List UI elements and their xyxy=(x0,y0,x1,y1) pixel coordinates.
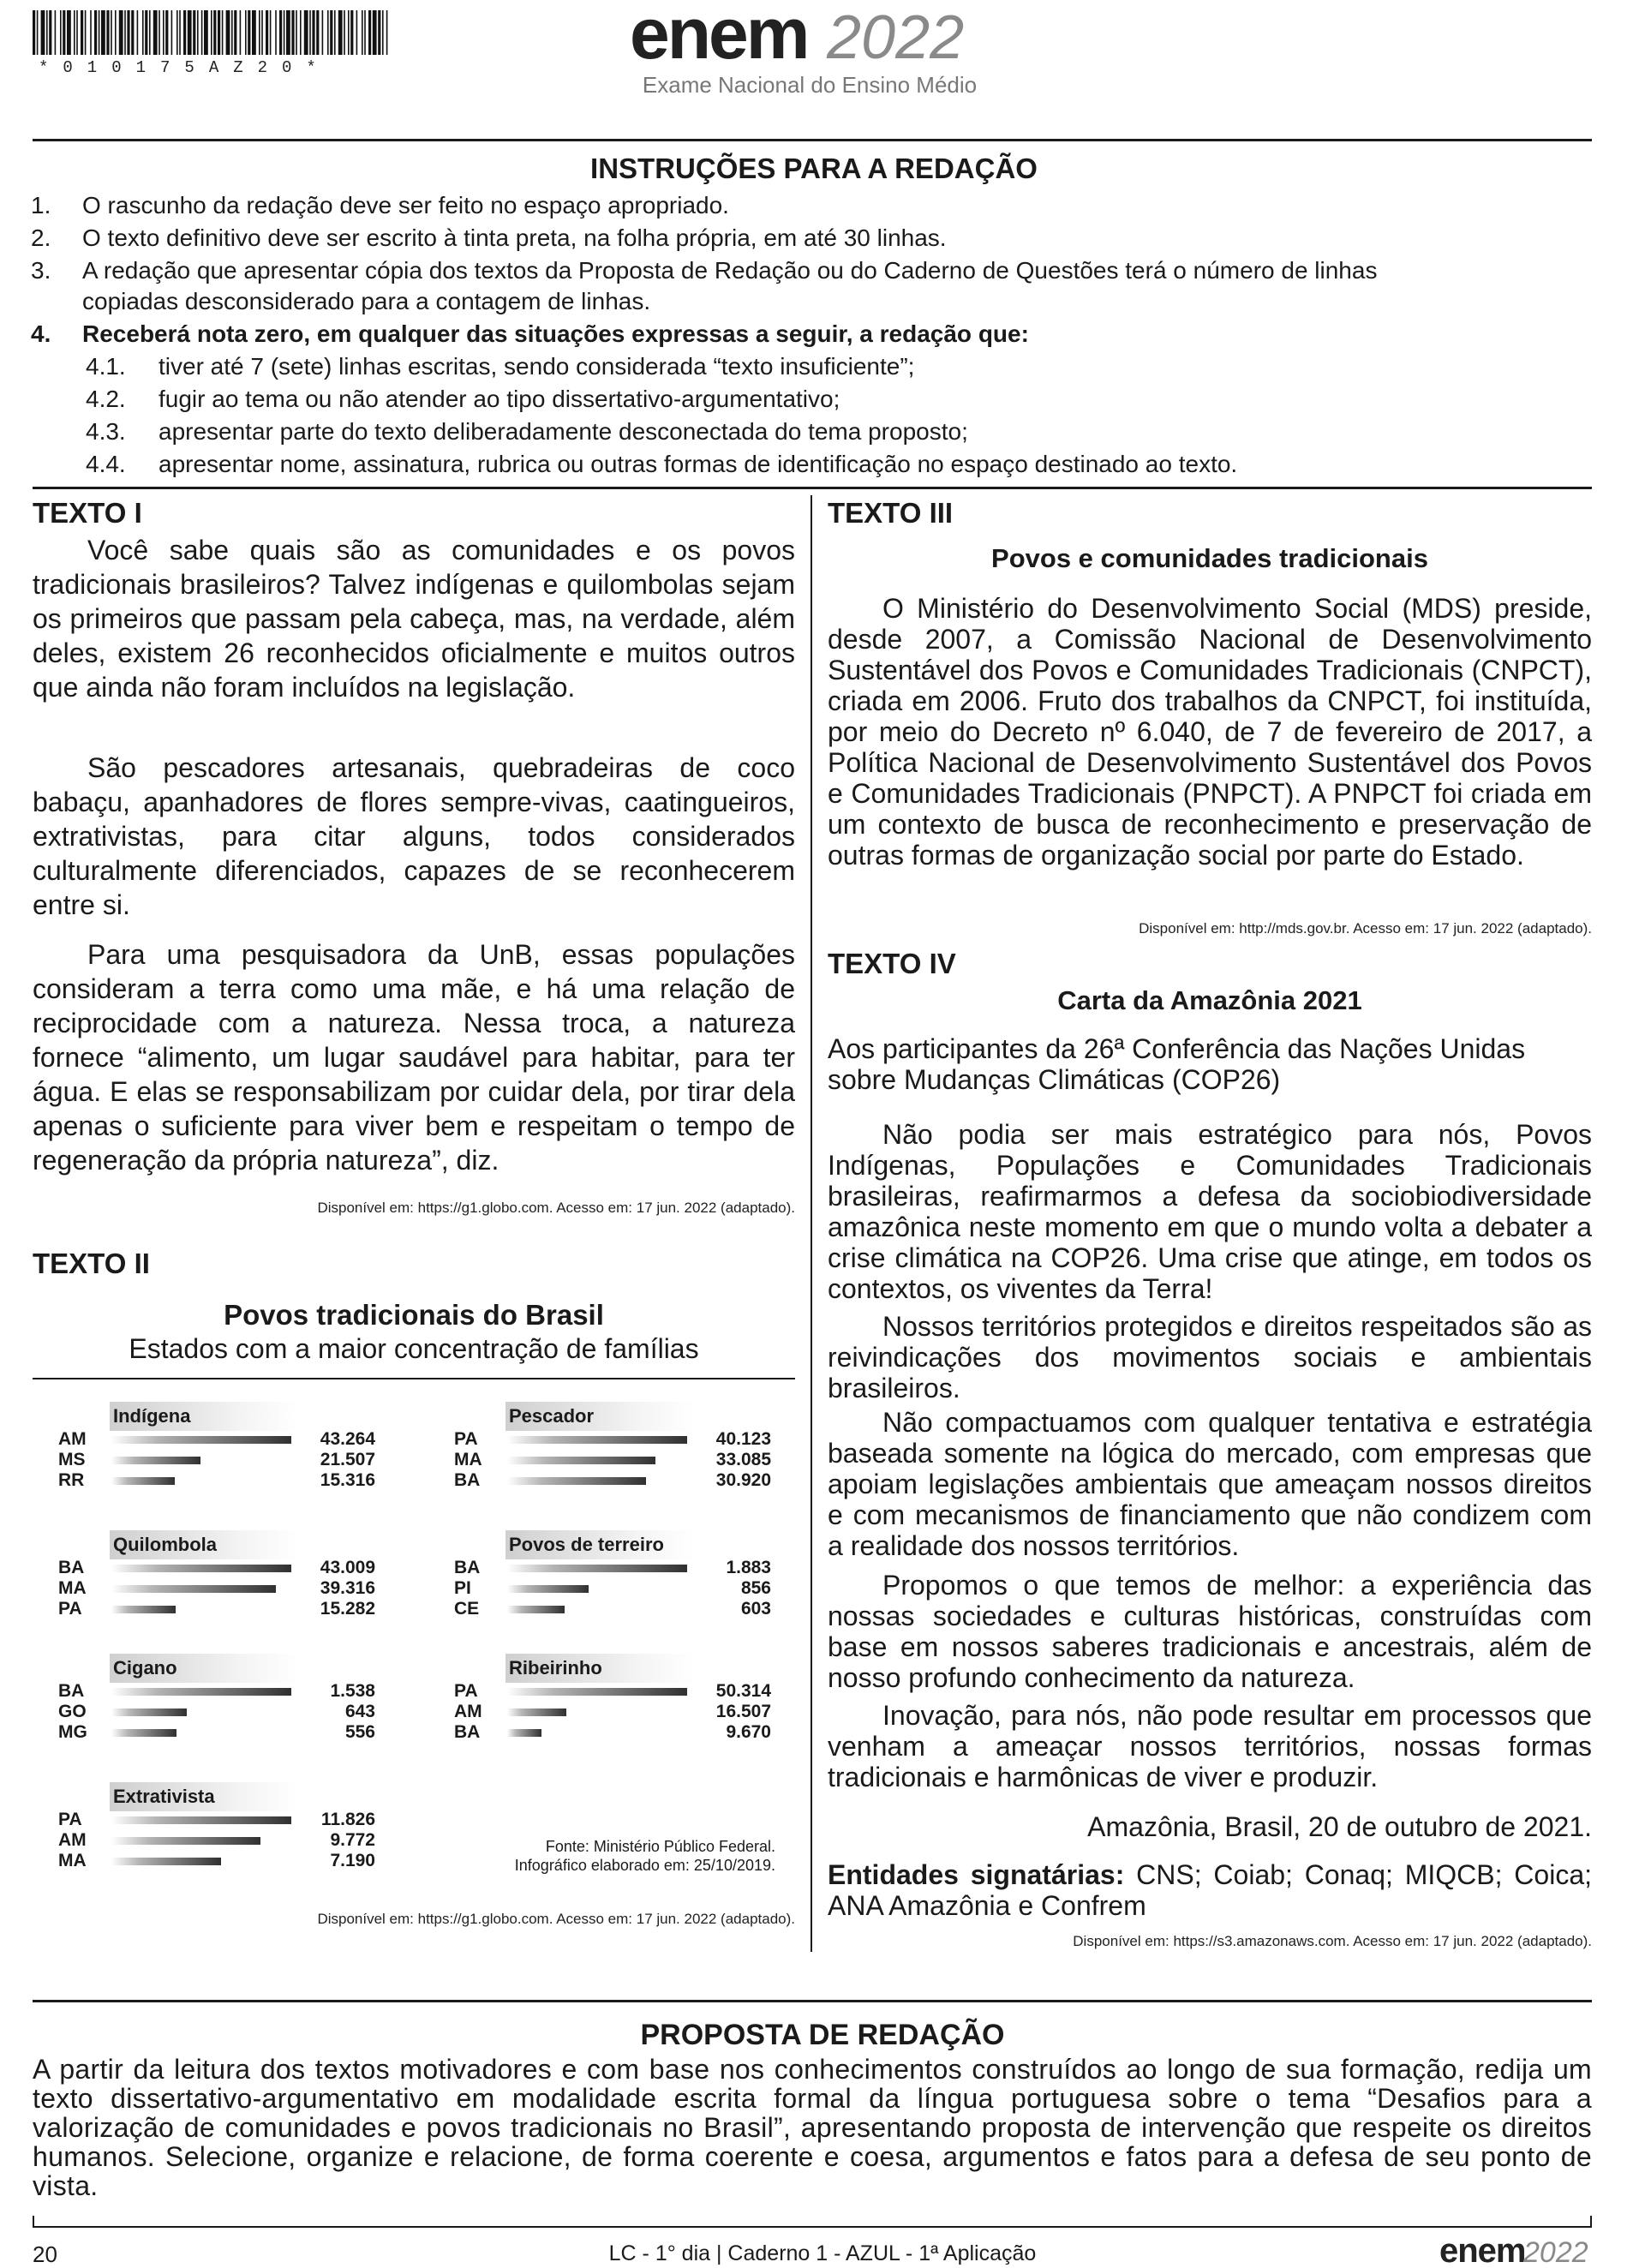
texto-1-paragraph-2: São pescadores artesanais, quebradeiras de coco babaçu, apanhadores de flores sempre-vivas, caatingueiros, extrativistas, para citar alguns, todos considerados culturalmente diferenciados, capazes de se reconhecerem entre si. xyxy=(33,752,795,920)
instruction-subitem-4-2: 4.2. fugir ao tema ou não atender ao tipo dissertativo-argumentativo; xyxy=(86,386,840,412)
chart-panel-label-povos-de-terreiro: Povos de terreiro xyxy=(505,1530,694,1559)
chart-title: Povos tradicionais do Brasil xyxy=(224,1299,604,1331)
chart-state-label: PA xyxy=(454,1429,478,1449)
chart-state-label: PA xyxy=(454,1681,478,1701)
chart-state-label: BA xyxy=(454,1470,481,1490)
chart-panel-label-ribeirinho: Ribeirinho xyxy=(505,1654,694,1683)
chart-state-label: MA xyxy=(454,1450,482,1469)
chart-state-label: BA xyxy=(58,1681,85,1701)
chart-bar-indigena xyxy=(111,1477,175,1485)
barcode-bar xyxy=(74,10,75,55)
chart-panel-label-quilombola: Quilombola xyxy=(110,1530,298,1559)
chart-state-label: BA xyxy=(454,1558,481,1577)
barcode-bar xyxy=(67,10,71,55)
signatories-list: CNS; Coiab; Conaq; MIQCB; Coica; ANA Amazônia e Confrem xyxy=(828,1859,1593,1921)
chart-bar-povos-de-terreiro xyxy=(507,1606,565,1613)
texto-4-source: Disponível em: https://s3.amazonaws.com. Acesso em: 17 jun. 2022 (adaptado). xyxy=(1073,1933,1592,1949)
barcode-bar xyxy=(85,10,87,55)
chart-fonte xyxy=(428,1837,775,1875)
page-number: 20 xyxy=(33,2241,57,2267)
footer-caderno: LC - 1° dia | Caderno 1 - AZUL - 1ª Aplicação xyxy=(608,2241,1037,2265)
barcode-bar xyxy=(49,10,51,55)
texto-4-place-date: Amazônia, Brasil, 20 de outubro de 2021. xyxy=(1087,1811,1592,1842)
barcode-bar xyxy=(183,10,186,55)
barcode-bar xyxy=(188,10,192,55)
barcode-bar xyxy=(327,10,329,55)
barcode-bar xyxy=(348,10,350,55)
chart-bar-cigano xyxy=(111,1708,187,1716)
chart-fonte-line-1: Fonte: Ministério Público Federal. xyxy=(545,1838,775,1855)
barcode-bar xyxy=(252,10,256,55)
texto-4-title: Carta da Amazônia 2021 xyxy=(1057,985,1362,1015)
texto-4-paragraph-3: Não compactuamos com qualquer tentativa e estratégia baseada somente na lógica do mercado, com empresas que apoiam legislações ambientais que ameaçam nossos direitos e com mecanismos de financiamento que não condizem com a realidade dos nossos territórios. xyxy=(828,1407,1592,1561)
instruction-item-3: 3. A redação que apresentar cópia dos textos da Proposta de Redação ou do Caderno de Questões terá o número de linhas xyxy=(31,257,1378,284)
barcode-bar xyxy=(259,10,260,55)
barcode-bar xyxy=(153,10,158,55)
barcode-bar xyxy=(284,10,285,55)
chart-panel-label-extrativista: Extrativista xyxy=(110,1782,298,1811)
barcode-bar xyxy=(213,10,216,55)
chart-bar-povos-de-terreiro xyxy=(507,1585,589,1593)
barcode-bar xyxy=(270,10,272,55)
barcode-bar xyxy=(350,10,353,55)
footer-logo-year: 2022 xyxy=(1523,2236,1588,2267)
barcode-bar xyxy=(362,10,363,55)
barcode-bar xyxy=(296,10,297,55)
barcode-bar xyxy=(334,10,336,55)
barcode-bar xyxy=(41,10,45,55)
chart-bar-quilombola xyxy=(111,1585,276,1593)
texto-4-signatories xyxy=(828,1859,1592,1921)
logo-text: enem xyxy=(630,0,808,69)
barcode-bar xyxy=(124,10,126,55)
barcode-bar xyxy=(279,10,282,55)
barcode-bar xyxy=(145,10,147,55)
texto-3-heading: TEXTO III xyxy=(828,497,954,529)
chart-value-label: 50.314 xyxy=(715,1681,771,1701)
instruction-item-1: 1. O rascunho da redação deve ser feito no espaço apropriado. xyxy=(31,192,729,218)
chart-bar-ribeirinho xyxy=(507,1688,687,1696)
chart-panel-label-pescador: Pescador xyxy=(505,1402,694,1431)
barcode-bar xyxy=(197,10,199,55)
barcode-bar xyxy=(266,10,268,55)
chart-value-label: 856 xyxy=(740,1578,771,1598)
barcode-bar xyxy=(211,10,212,55)
barcode-bar xyxy=(245,10,247,55)
proposta-rule xyxy=(33,2000,1592,2002)
barcode-bar xyxy=(286,10,290,55)
barcode-bar xyxy=(115,10,117,55)
barcode-bar xyxy=(99,10,100,55)
chart-value-label: 16.507 xyxy=(715,1702,771,1721)
chart-state-label: AM xyxy=(58,1830,87,1850)
footer-tick-right xyxy=(1590,2216,1592,2228)
barcode-bar xyxy=(291,10,294,55)
chart-panel-label-cigano: Cigano xyxy=(110,1654,298,1683)
texto-4-addressee: Aos participantes da 26ª Conferência das Nações Unidas sobre Mudanças Climáticas (COP26) xyxy=(828,1033,1526,1095)
chart-value-label: 40.123 xyxy=(715,1429,771,1449)
barcode-bar xyxy=(46,10,48,55)
barcode-bar xyxy=(60,10,62,55)
chart-value-label: 603 xyxy=(740,1599,771,1619)
barcode-bar xyxy=(131,10,134,55)
barcode-bar xyxy=(234,10,236,55)
chart-bar-quilombola xyxy=(111,1606,176,1613)
chart-state-label: AM xyxy=(454,1702,482,1721)
footer-enem-logo xyxy=(1439,2233,1594,2267)
chart-bar-extrativista xyxy=(111,1858,221,1865)
texto-3-paragraph: O Ministério do Desenvolvimento Social (MDS) preside, desde 2007, a Comissão Nacional de Desenvolvimento Sustentável dos Povos e Comunidades Tradicionais (CNPCT), criada em 2006. Fruto dos trabalhos da CNPCT, foi instituída, por meio do Decreto nº 6.040, de 7 de fevereiro de 2017, a Política Nacional de Desenvolvimento Sustentável dos Povos e Comunidades Tradicionais (PNPCT). A PNPCT foi criada em um contexto de busca de reconhecimento e preservação de outras formas de organização social por parte do Estado. xyxy=(828,593,1592,871)
texto-4-paragraph-5: Inovação, para nós, não pode resultar em processos que venham a ameaçar nossos territórios, nossas formas tradicionais e harmônicas de viver e produzir. xyxy=(828,1700,1592,1792)
signatories-label: Entidades signatárias: xyxy=(828,1859,1125,1890)
chart-state-label: PA xyxy=(58,1599,82,1619)
barcode-bar xyxy=(201,10,203,55)
instructions-title: INSTRUÇÕES PARA A REDAÇÃO xyxy=(590,153,1038,184)
barcode-bar xyxy=(111,10,112,55)
exam-subtitle: Exame Nacional do Ensino Médio xyxy=(642,72,978,98)
barcode-bar xyxy=(159,10,160,55)
chart-value-label: 33.085 xyxy=(715,1450,771,1469)
chart-value-label: 21.507 xyxy=(320,1450,375,1469)
chart-value-label: 7.190 xyxy=(330,1851,375,1870)
chart-top-rule xyxy=(33,1378,795,1379)
chart-bar-indigena xyxy=(111,1457,200,1464)
barcode-bar xyxy=(149,10,151,55)
barcode-bar xyxy=(330,10,332,55)
instruction-item-2: 2. O texto definitivo deve ser escrito à tinta preta, na folha própria, em até 30 linhas. xyxy=(31,224,947,251)
barcode-bar xyxy=(240,10,242,55)
texto-1-source: Disponível em: https://g1.globo.com. Acesso em: 17 jun. 2022 (adaptado). xyxy=(317,1200,795,1216)
chart-value-label: 15.282 xyxy=(320,1599,375,1619)
barcode-bar xyxy=(81,10,83,55)
barcode-bar xyxy=(55,10,57,55)
barcode-bar xyxy=(163,10,164,55)
footer-rule xyxy=(33,2226,1592,2228)
chart-value-label: 15.316 xyxy=(320,1470,375,1490)
chart-state-label: PI xyxy=(454,1578,471,1598)
chart-state-label: GO xyxy=(58,1702,87,1721)
chart-bar-povos-de-terreiro xyxy=(507,1565,687,1572)
chart-state-label: MA xyxy=(58,1578,87,1598)
chart-state-label: MA xyxy=(58,1851,87,1870)
barcode-bar xyxy=(127,10,129,55)
barcode-bar xyxy=(33,10,35,55)
barcode-bar xyxy=(304,10,308,55)
chart-state-label: AM xyxy=(58,1429,87,1449)
barcode-bar xyxy=(231,10,233,55)
barcode-bar xyxy=(356,10,358,55)
barcode-bar xyxy=(218,10,220,55)
chart-value-label: 39.316 xyxy=(320,1578,375,1598)
barcode-bar xyxy=(364,10,366,55)
barcode xyxy=(33,10,388,55)
barcode-bar xyxy=(204,10,208,55)
chart-bar-pescador xyxy=(507,1457,655,1464)
barcode-bar xyxy=(378,10,380,55)
barcode-bar xyxy=(382,10,384,55)
barcode-bar xyxy=(94,10,97,55)
chart-state-label: BA xyxy=(58,1558,85,1577)
barcode-bar xyxy=(309,10,311,55)
barcode-bar xyxy=(137,10,139,55)
logo-year: 2022 xyxy=(827,3,965,69)
barcode-bar xyxy=(386,10,388,55)
barcode-bar xyxy=(176,10,178,55)
barcode-bar xyxy=(171,10,173,55)
barcode-bar xyxy=(165,10,168,55)
chart-bar-cigano xyxy=(111,1688,291,1696)
texto-4-paragraph-1: Não podia ser mais estratégico para nós, Povos Indígenas, Populações e Comunidades Tradicionais brasileiras, reafirmarmos a defesa da sociobiodiversidade amazônica neste momento em que o mundo volta a debater a crise climática na COP26. Uma crise que atinge, em todos os contextos, os viventes da Terra! xyxy=(828,1119,1592,1304)
chart-bar-indigena xyxy=(111,1436,291,1444)
barcode-bar xyxy=(106,10,109,55)
barcode-bar xyxy=(312,10,314,55)
chart-value-label: 43.009 xyxy=(320,1558,375,1577)
chart-value-label: 43.264 xyxy=(320,1429,375,1449)
barcode-bar xyxy=(316,10,319,55)
chart-bar-ribeirinho xyxy=(507,1729,541,1737)
chart-value-label: 9.670 xyxy=(726,1722,771,1742)
enem-logo xyxy=(630,0,990,69)
instructions-rule xyxy=(33,487,1592,489)
barcode-bar xyxy=(261,10,263,55)
chart-value-label: 556 xyxy=(344,1722,375,1742)
texto-4-heading: TEXTO IV xyxy=(828,948,956,979)
texto-4-paragraph-2: Nossos territórios protegidos e direitos respeitados são as reivindicações dos movimentos sociais e ambientais brasileiros. xyxy=(828,1311,1592,1403)
chart-value-label: 1.538 xyxy=(330,1681,375,1701)
chart-bar-pescador xyxy=(507,1477,646,1485)
column-divider xyxy=(811,495,812,1952)
chart-subtitle: Estados com a maior concentração de famílias xyxy=(129,1333,699,1364)
barcode-bar xyxy=(373,10,377,55)
footer-logo-text: enem xyxy=(1439,2233,1526,2267)
barcode-bar xyxy=(300,10,302,55)
texto-1-heading: TEXTO I xyxy=(33,497,142,529)
chart-state-label: CE xyxy=(454,1599,480,1619)
chart-fonte-line-2: Infográfico elaborado em: 25/10/2019. xyxy=(514,1857,775,1874)
texto-3-title: Povos e comunidades tradicionais xyxy=(991,543,1428,573)
texto-4-paragraph-4: Propomos o que temos de melhor: a experiência das nossas sociedades e culturas históricas, construídas com base em nossos saberes tradicionais e ancestrais, além de nosso profundo conhecimento da natureza. xyxy=(828,1570,1592,1693)
barcode-bar xyxy=(226,10,230,55)
proposta-text: A partir da leitura dos textos motivadores e com base nos conhecimentos construídos ao longo de sua formação, redija um texto dissertativo-argumentativo em modalidade escrita formal da língua portuguesa sobre o tema “Desafios para a valorização de comunidades e povos tradicionais no Brasil”, apresentando proposta de intervenção que respeite os direitos humanos. Selecione, organize e relacione, de forma coerente e coesa, argumentos e fatos para a defesa de seu ponto de vista. xyxy=(33,2054,1592,2201)
chart-value-label: 11.826 xyxy=(320,1810,375,1829)
barcode-bar xyxy=(222,10,224,55)
instruction-item-3-cont: copiadas desconsiderado para a contagem de linhas. xyxy=(82,288,651,314)
chart-bar-ribeirinho xyxy=(507,1708,566,1716)
chart-value-label: 30.920 xyxy=(715,1470,771,1490)
barcode-bar xyxy=(63,10,65,55)
chart-state-label: RR xyxy=(58,1470,85,1490)
barcode-bar xyxy=(179,10,181,55)
instruction-subitem-4-4: 4.4. apresentar nome, assinatura, rubrica ou outras formas de identificação no espaço destinado ao texto. xyxy=(86,451,1238,477)
footer-tick-left xyxy=(33,2216,34,2228)
chart-state-label: BA xyxy=(454,1722,481,1742)
texto-1-paragraph-3: Para uma pesquisadora da UnB, essas populações consideram a terra como uma mãe, e há uma relação de reciprocidade com a natureza. Nessa troca, a natureza fornece “alimento, um lugar saudável para habitar, para ter água. E elas se responsabilizam por cuidar dela, por tirar dela apenas o suficiente para viver bem e respeitam o tempo de regeneração da própria natureza”, diz. xyxy=(33,939,795,1176)
chart-panel-label-indigena: Indígena xyxy=(110,1402,298,1431)
texto-1-paragraph-1: Você sabe quais são as comunidades e os povos tradicionais brasileiros? Talvez indígenas e quilombolas sejam os primeiros que passam pela cabeça, mas, na verdade, além deles, existem 26 reconhecidos oficialmente e muitos outros que ainda não foram incluídos na legislação. xyxy=(33,535,795,703)
texto-2-heading: TEXTO II xyxy=(33,1248,150,1279)
chart-state-label: PA xyxy=(58,1810,82,1829)
instruction-item-4: 4. Receberá nota zero, em qualquer das situações expressas a seguir, a redação que: xyxy=(31,320,1029,347)
barcode-bar xyxy=(37,10,39,55)
chart-bar-pescador xyxy=(507,1436,687,1444)
texto-2-source: Disponível em: https://g1.globo.com. Acesso em: 17 jun. 2022 (adaptado). xyxy=(317,1911,795,1927)
barcode-bar xyxy=(101,10,105,55)
barcode-bar xyxy=(119,10,123,55)
chart-bar-quilombola xyxy=(111,1565,291,1572)
chart-value-label: 1.883 xyxy=(726,1558,771,1577)
instruction-subitem-4-1: 4.1. tiver até 7 (sete) linhas escritas, sendo considerada “texto insuficiente”; xyxy=(86,353,915,380)
barcode-bar xyxy=(275,10,277,55)
proposta-title: PROPOSTA DE REDAÇÃO xyxy=(640,2019,1005,2051)
barcode-bar xyxy=(322,10,324,55)
chart-value-label: 9.772 xyxy=(330,1830,375,1850)
barcode-bar xyxy=(76,10,78,55)
chart-state-label: MS xyxy=(58,1450,86,1469)
texto-3-source: Disponível em: http://mds.gov.br. Acesso em: 17 jun. 2022 (adaptado). xyxy=(1139,920,1592,937)
barcode-bar xyxy=(368,10,371,55)
barcode-bar xyxy=(338,10,343,55)
barcode-number: *010175AZ20* xyxy=(39,58,331,77)
chart-bar-extrativista xyxy=(111,1816,291,1824)
chart-bar-extrativista xyxy=(111,1837,260,1845)
chart-bar-cigano xyxy=(111,1729,176,1737)
chart-state-label: MG xyxy=(58,1722,87,1742)
barcode-bar xyxy=(90,10,92,55)
barcode-bar xyxy=(344,10,345,55)
instruction-subitem-4-3: 4.3. apresentar parte do texto deliberadamente desconectada do tema proposto; xyxy=(86,418,968,445)
header-rule xyxy=(33,139,1592,141)
barcode-bar xyxy=(193,10,195,55)
barcode-bar xyxy=(142,10,144,55)
barcode-bar xyxy=(248,10,250,55)
chart-value-label: 643 xyxy=(344,1702,375,1721)
